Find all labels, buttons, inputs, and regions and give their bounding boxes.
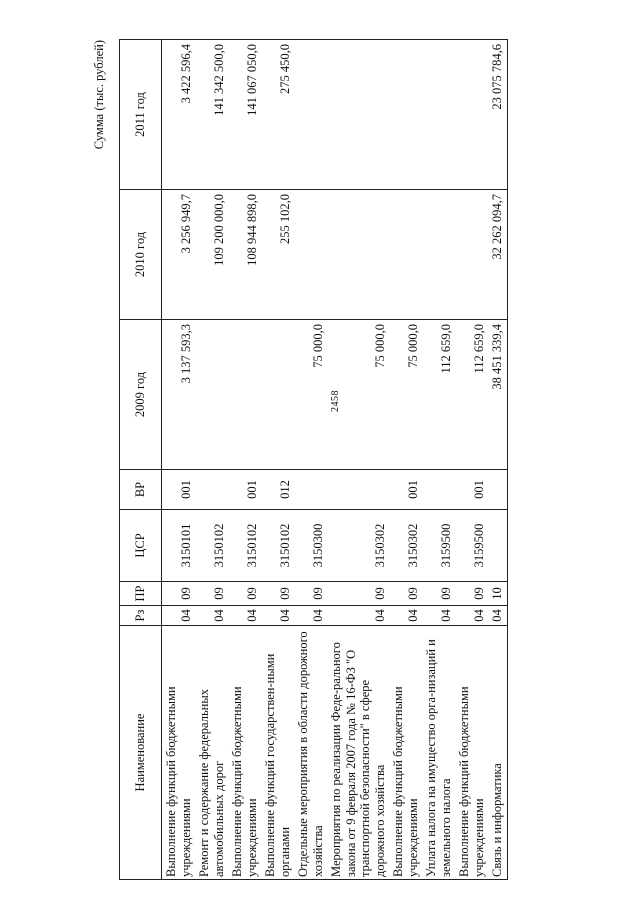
row-name: Выполнение функций государствен-ными органами — [261, 626, 294, 880]
row-rz: 04 — [195, 606, 228, 626]
row-2009: 75 000,0 — [294, 320, 327, 470]
row-pr: 09 — [455, 582, 488, 606]
row-pr: 09 — [162, 582, 196, 606]
row-csr: 3150300 — [294, 510, 327, 582]
table-row — [228, 40, 261, 880]
table-row — [195, 40, 228, 880]
row-vr — [327, 470, 389, 510]
row-vr — [195, 470, 228, 510]
row-csr: 3150101 — [162, 510, 196, 582]
row-rz: 04 — [422, 606, 455, 626]
row-csr: 3150102 — [195, 510, 228, 582]
row-pr: 09 — [228, 582, 261, 606]
row-vr: 001 — [389, 470, 422, 510]
budget-table — [119, 39, 508, 880]
row-rz: 04 — [162, 606, 196, 626]
table-row — [294, 40, 327, 880]
row-csr: 3159500 — [422, 510, 455, 582]
col-header-pr: ПР — [120, 582, 162, 606]
row-vr: 001 — [162, 470, 196, 510]
row-2010: 109 200 000,0 — [195, 190, 228, 320]
col-header-2009: 2009 год — [120, 320, 162, 470]
row-2010: 32 262 094,7 — [488, 190, 507, 320]
row-name: Связь и информатика — [488, 626, 507, 880]
row-2009: 112 659,0 — [422, 320, 455, 470]
table-row — [488, 40, 507, 880]
row-pr: 09 — [389, 582, 422, 606]
col-header-2011: 2011 год — [120, 40, 162, 190]
table-row — [422, 40, 455, 880]
row-rz: 04 — [294, 606, 327, 626]
row-2009: 75 000,0 — [327, 320, 389, 470]
row-pr: 10 — [488, 582, 507, 606]
row-2010 — [294, 190, 327, 320]
row-csr: 3150102 — [228, 510, 261, 582]
table-row — [455, 40, 488, 880]
row-2010 — [389, 190, 422, 320]
table-row — [162, 40, 196, 880]
row-2010: 3 256 949,7 — [162, 190, 196, 320]
table-row — [261, 40, 294, 880]
row-name: Выполнение функций бюджетными учреждениями — [228, 626, 261, 880]
row-2011: 141 067 050,0 — [228, 40, 261, 190]
row-rz: 04 — [455, 606, 488, 626]
row-rz: 04 — [261, 606, 294, 626]
row-2011 — [455, 40, 488, 190]
row-2010 — [422, 190, 455, 320]
row-2011 — [389, 40, 422, 190]
row-2010: 108 944 898,0 — [228, 190, 261, 320]
table-row — [327, 40, 389, 880]
row-2011: 23 075 784,6 — [488, 40, 507, 190]
row-2009: 75 000,0 — [389, 320, 422, 470]
table-header-row — [120, 40, 162, 880]
row-2011: 141 342 500,0 — [195, 40, 228, 190]
row-vr — [294, 470, 327, 510]
rotated-page-content — [92, 40, 582, 880]
row-2009 — [228, 320, 261, 470]
row-name: Отдельные мероприятия в области дорожного хозяйства — [294, 626, 327, 880]
row-name: Мероприятия по реализации Феде-рального закона от 9 февраля 2007 года № 16-ФЗ "О транспортной безопасности" в сфере дорожного хозяйства — [327, 626, 389, 880]
row-pr: 09 — [294, 582, 327, 606]
row-2011: 275 450,0 — [261, 40, 294, 190]
row-name: Ремонт и содержание федеральных автомобильных дорог — [195, 626, 228, 880]
row-2010 — [455, 190, 488, 320]
col-header-rz: Рз — [120, 606, 162, 626]
row-vr: 001 — [228, 470, 261, 510]
col-header-name: Наименование — [120, 626, 162, 880]
row-csr: 3150102 — [261, 510, 294, 582]
units-label: Сумма (тыс. рублей) — [92, 40, 106, 150]
row-name: Выполнение функций бюджетными учреждениями — [162, 626, 196, 880]
row-name: Выполнение функций бюджетными учреждениями — [455, 626, 488, 880]
row-csr — [488, 510, 507, 582]
col-header-2010: 2010 год — [120, 190, 162, 320]
row-name: Уплата налога на имущество орга-низаций и земельного налога — [422, 626, 455, 880]
row-2010: 255 102,0 — [261, 190, 294, 320]
row-pr: 09 — [327, 582, 389, 606]
row-2009: 112 659,0 — [455, 320, 488, 470]
row-pr: 09 — [261, 582, 294, 606]
row-2011 — [327, 40, 389, 190]
row-vr — [488, 470, 507, 510]
row-csr: 3159500 — [455, 510, 488, 582]
row-csr: 3150302 — [389, 510, 422, 582]
row-2009 — [195, 320, 228, 470]
page-number: 2458 — [330, 390, 341, 412]
row-2011: 3 422 596,4 — [162, 40, 196, 190]
row-rz: 04 — [327, 606, 389, 626]
col-header-vr: ВР — [120, 470, 162, 510]
row-vr: 012 — [261, 470, 294, 510]
row-pr: 09 — [195, 582, 228, 606]
row-2009: 38 451 339,4 — [488, 320, 507, 470]
row-2011 — [422, 40, 455, 190]
row-vr — [422, 470, 455, 510]
row-2009 — [261, 320, 294, 470]
table-row — [389, 40, 422, 880]
row-2010 — [327, 190, 389, 320]
row-2011 — [294, 40, 327, 190]
row-rz: 04 — [389, 606, 422, 626]
row-name: Выполнение функций бюджетными учреждениями — [389, 626, 422, 880]
row-pr: 09 — [422, 582, 455, 606]
row-vr: 001 — [455, 470, 488, 510]
row-2009: 3 137 593,3 — [162, 320, 196, 470]
row-csr: 3150302 — [327, 510, 389, 582]
col-header-csr: ЦСР — [120, 510, 162, 582]
row-rz: 04 — [228, 606, 261, 626]
row-rz: 04 — [488, 606, 507, 626]
